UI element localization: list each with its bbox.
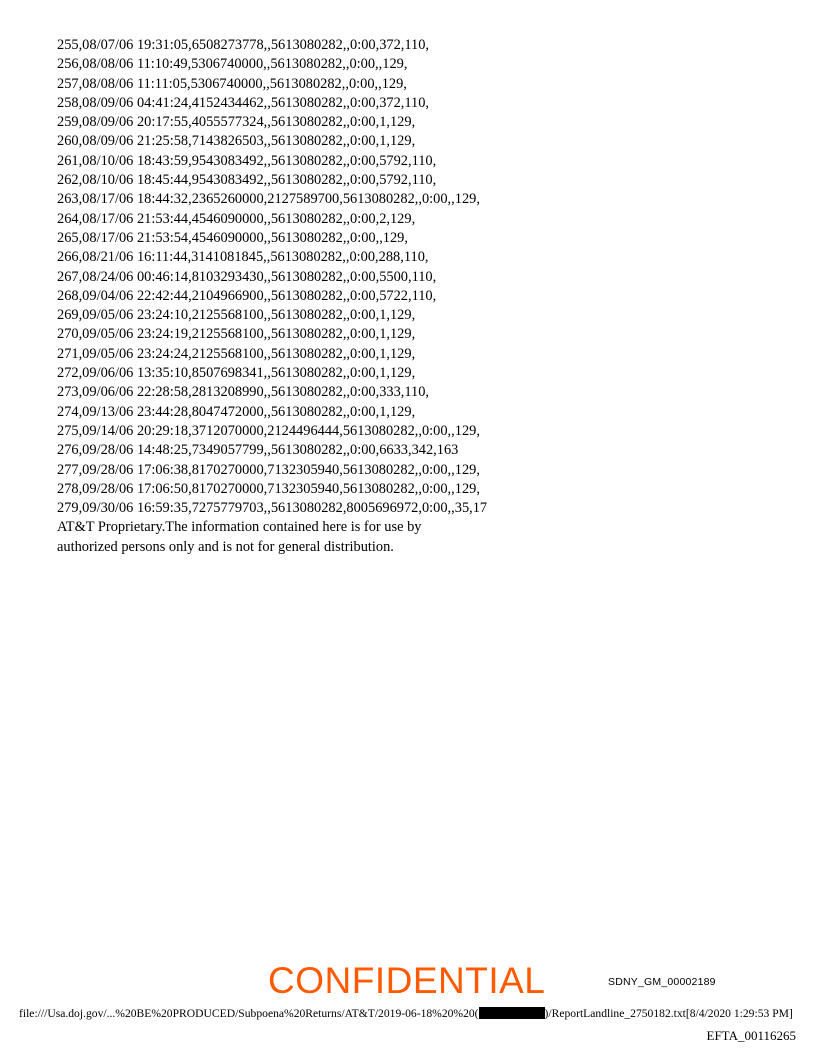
footer-path-start: file:///Usa.doj.gov/...%20BE%20PRODUCED/Subpoena%20Returns/AT&T/2019-06-18%20%20( [19, 1007, 479, 1020]
call-record-line: 255,08/07/06 19:31:05,6508273778,,5613080282,,0:00,372,110, [57, 37, 430, 53]
call-record-line: 268,09/04/06 22:42:44,2104966900,,5613080282,,0:00,5722,110, [57, 287, 437, 304]
call-record-line: 276,09/28/06 14:48:25,7349057799,,5613080282,,0:00,6633,342,163 [57, 442, 459, 459]
call-record-line: 270,09/05/06 23:24:19,2125568100,,5613080282,,0:00,1,129, [57, 326, 416, 343]
call-record-line: 273,09/06/06 22:28:58,2813208990,,5613080282,,0:00,333,110, [57, 384, 430, 401]
call-record-line: 257,08/08/06 11:11:05,5306740000,,5613080282,,0:00,,129, [57, 75, 407, 92]
call-record-line: 256,08/08/06 11:10:49,5306740000,,5613080282,,0:00,,129, [57, 56, 408, 73]
call-record-line: 260,08/09/06 21:25:58,7143826503,,5613080282,,0:00,1,129, [57, 133, 416, 150]
call-record-line: 262,08/10/06 18:45:44,9543083492,,5613080282,,0:00,5792,110, [57, 172, 437, 189]
proprietary-notice-line: authorized persons only and is not for general distribution. [57, 538, 394, 555]
call-record-line: 274,09/13/06 23:44:28,8047472000,,5613080282,,0:00,1,129, [57, 403, 416, 420]
call-record-line: 279,09/30/06 16:59:35,7275779703,,5613080282,8005696972,0:00,,35,17 [57, 500, 488, 517]
call-record-line: 269,09/05/06 23:24:10,2125568100,,5613080282,,0:00,1,129, [57, 307, 416, 324]
call-records-block [57, 36, 797, 557]
call-record-line: 258,08/09/06 04:41:24,4152434462,,5613080282,,0:00,372,110, [57, 94, 430, 111]
call-record-line: 261,08/10/06 18:43:59,9543083492,,5613080282,,0:00,5792,110, [57, 152, 437, 169]
call-record-line: 275,09/14/06 20:29:18,3712070000,2124496444,5613080282,,0:00,,129, [57, 422, 480, 439]
call-record-line: 264,08/17/06 21:53:44,4546090000,,5613080282,,0:00,2,129, [57, 210, 416, 227]
call-record-line: 259,08/09/06 20:17:55,4055577324,,5613080282,,0:00,1,129, [57, 114, 416, 131]
call-record-line: 266,08/21/06 16:11:44,3141081845,,5613080282,,0:00,288,110, [57, 249, 429, 266]
call-record-line: 278,09/28/06 17:06:50,8170270000,7132305940,5613080282,,0:00,,129, [57, 480, 480, 497]
call-record-line: 267,08/24/06 00:46:14,8103293430,,5613080282,,0:00,5500,110, [57, 268, 437, 285]
redaction-box [479, 1007, 545, 1019]
call-record-line: 271,09/05/06 23:24:24,2125568100,,5613080282,,0:00,1,129, [57, 345, 416, 362]
bates-number: SDNY_GM_00002189 [608, 976, 716, 988]
document-id: EFTA_00116265 [706, 1028, 796, 1043]
call-record-line: 263,08/17/06 18:44:32,2365260000,2127589700,5613080282,,0:00,,129, [57, 191, 480, 208]
footer-path-end: )/ReportLandline_2750182.txt[8/4/2020 1:29:53 PM] [544, 1007, 793, 1020]
call-record-line: 265,08/17/06 21:53:54,4546090000,,5613080282,,0:00,,129, [57, 229, 408, 246]
call-record-line: 277,09/28/06 17:06:38,8170270000,7132305940,5613080282,,0:00,,129, [57, 461, 480, 478]
call-record-line: 272,09/06/06 13:35:10,8507698341,,5613080282,,0:00,1,129, [57, 365, 416, 382]
footer-file-path [19, 1007, 793, 1021]
proprietary-notice-line: AT&T Proprietary.The information contained here is for use by [57, 519, 422, 536]
confidential-stamp: CONFIDENTIAL [268, 960, 546, 1001]
